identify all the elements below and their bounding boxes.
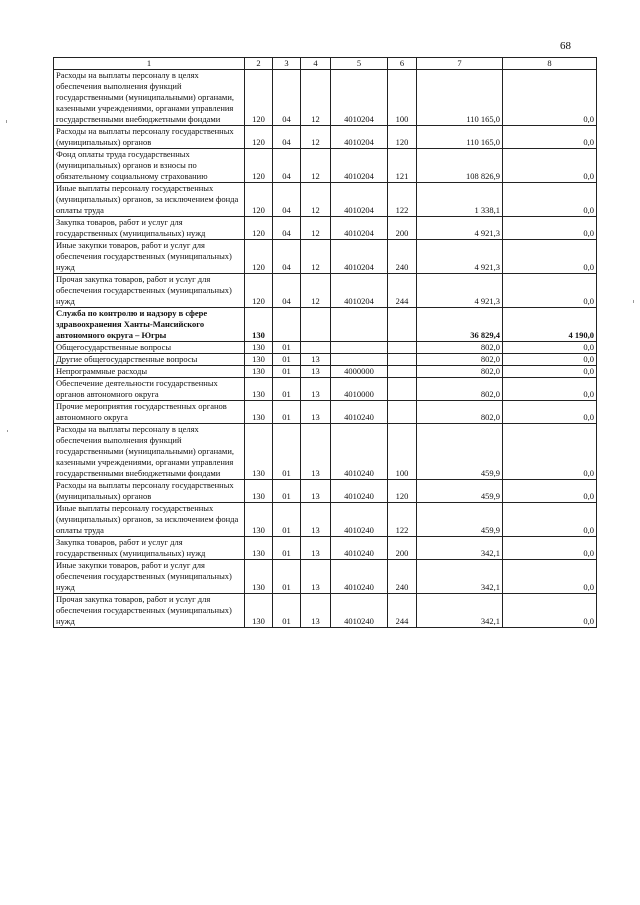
cell-ministry-code: 130 bbox=[245, 503, 273, 537]
cell-amount: 108 826,9 bbox=[417, 149, 503, 183]
cell-target-article: 4010204 bbox=[331, 183, 388, 217]
cell-amount: 4 921,3 bbox=[417, 240, 503, 274]
cell-target-article: 4010240 bbox=[331, 401, 388, 424]
cell-name: Расходы на выплаты персоналу государственных (муниципальных) органов bbox=[54, 126, 245, 149]
cell-ministry-code: 130 bbox=[245, 594, 273, 628]
cell-target-article: 4010240 bbox=[331, 424, 388, 480]
table-row bbox=[54, 308, 597, 342]
cell-subsection: 13 bbox=[301, 594, 331, 628]
cell-ministry-code: 120 bbox=[245, 149, 273, 183]
cell-target-article bbox=[331, 308, 388, 342]
cell-name: Иные выплаты персоналу государственных (муниципальных) органов, за исключением фонда оплаты труда bbox=[54, 503, 245, 537]
page-number: 68 bbox=[560, 40, 571, 52]
cell-expense-type: 244 bbox=[388, 594, 417, 628]
cell-target-article bbox=[331, 342, 388, 354]
cell-expense-type: 100 bbox=[388, 70, 417, 126]
cell-subsection bbox=[301, 342, 331, 354]
cell-subsection: 13 bbox=[301, 378, 331, 401]
cell-expense-type: 200 bbox=[388, 537, 417, 560]
cell-target-article bbox=[331, 354, 388, 366]
cell-subsection bbox=[301, 308, 331, 342]
cell-name: Иные закупки товаров, работ и услуг для обеспечения государственных (муниципальных) нужд bbox=[54, 240, 245, 274]
column-header: 7 bbox=[417, 58, 503, 70]
cell-section: 01 bbox=[273, 503, 301, 537]
column-header: 2 bbox=[245, 58, 273, 70]
cell-amount-subvention: 0,0 bbox=[503, 217, 597, 240]
cell-amount-subvention: 0,0 bbox=[503, 240, 597, 274]
cell-amount: 459,9 bbox=[417, 424, 503, 480]
cell-name: Прочая закупка товаров, работ и услуг для обеспечения государственных (муниципальных) нужд bbox=[54, 594, 245, 628]
cell-subsection: 13 bbox=[301, 424, 331, 480]
cell-section: 01 bbox=[273, 424, 301, 480]
cell-subsection: 13 bbox=[301, 354, 331, 366]
cell-name: Расходы на выплаты персоналу в целях обеспечения выполнения функций государственными (муниципальными) органами, казенными учреждениями, органами управления государственными внебюджетными фондами bbox=[54, 424, 245, 480]
cell-target-article: 4010240 bbox=[331, 503, 388, 537]
cell-amount: 36 829,4 bbox=[417, 308, 503, 342]
table-row bbox=[54, 537, 597, 560]
cell-name: Служба по контролю и надзору в сфере здравоохранения Ханты-Мансийского автономного округа – Югры bbox=[54, 308, 245, 342]
cell-name: Иные закупки товаров, работ и услуг для обеспечения государственных (муниципальных) нужд bbox=[54, 560, 245, 594]
cell-amount-subvention: 0,0 bbox=[503, 70, 597, 126]
column-header: 4 bbox=[301, 58, 331, 70]
cell-amount: 110 165,0 bbox=[417, 70, 503, 126]
cell-amount-subvention: 0,0 bbox=[503, 401, 597, 424]
cell-subsection: 12 bbox=[301, 240, 331, 274]
cell-target-article: 4010204 bbox=[331, 126, 388, 149]
cell-section: 01 bbox=[273, 560, 301, 594]
cell-subsection: 13 bbox=[301, 401, 331, 424]
cell-ministry-code: 120 bbox=[245, 217, 273, 240]
cell-target-article: 4010240 bbox=[331, 480, 388, 503]
cell-subsection: 13 bbox=[301, 537, 331, 560]
cell-subsection: 13 bbox=[301, 366, 331, 378]
cell-ministry-code: 130 bbox=[245, 342, 273, 354]
cell-amount-subvention: 0,0 bbox=[503, 537, 597, 560]
cell-amount-subvention: 0,0 bbox=[503, 560, 597, 594]
cell-section: 01 bbox=[273, 401, 301, 424]
cell-target-article: 4010204 bbox=[331, 70, 388, 126]
cell-section: 04 bbox=[273, 274, 301, 308]
cell-name: Закупка товаров, работ и услуг для государственных (муниципальных) нужд bbox=[54, 537, 245, 560]
cell-subsection: 12 bbox=[301, 70, 331, 126]
cell-subsection: 13 bbox=[301, 560, 331, 594]
cell-section: 04 bbox=[273, 183, 301, 217]
cell-ministry-code: 130 bbox=[245, 308, 273, 342]
table-row bbox=[54, 354, 597, 366]
cell-section: 04 bbox=[273, 149, 301, 183]
cell-amount: 110 165,0 bbox=[417, 126, 503, 149]
cell-section: 01 bbox=[273, 342, 301, 354]
cell-target-article: 4010240 bbox=[331, 594, 388, 628]
cell-ministry-code: 130 bbox=[245, 366, 273, 378]
table-row bbox=[54, 480, 597, 503]
cell-name: Расходы на выплаты персоналу в целях обеспечения выполнения функций государственными (муниципальными) органами, казенными учреждениями, органами управления государственными внебюджетными фондами bbox=[54, 70, 245, 126]
table-row bbox=[54, 70, 597, 126]
cell-target-article: 4010204 bbox=[331, 274, 388, 308]
cell-subsection: 12 bbox=[301, 183, 331, 217]
cell-ministry-code: 130 bbox=[245, 378, 273, 401]
cell-amount: 4 921,3 bbox=[417, 274, 503, 308]
cell-section: 04 bbox=[273, 126, 301, 149]
cell-section: 01 bbox=[273, 594, 301, 628]
cell-amount: 802,0 bbox=[417, 342, 503, 354]
cell-section: 01 bbox=[273, 354, 301, 366]
cell-name: Другие общегосударственные вопросы bbox=[54, 354, 245, 366]
cell-name: Общегосударственные вопросы bbox=[54, 342, 245, 354]
cell-ministry-code: 120 bbox=[245, 240, 273, 274]
cell-amount: 802,0 bbox=[417, 378, 503, 401]
table-header-row bbox=[54, 58, 597, 70]
table-row bbox=[54, 424, 597, 480]
cell-subsection: 13 bbox=[301, 503, 331, 537]
cell-amount: 802,0 bbox=[417, 366, 503, 378]
cell-target-article: 4010204 bbox=[331, 240, 388, 274]
column-header: 1 bbox=[54, 58, 245, 70]
cell-subsection: 12 bbox=[301, 217, 331, 240]
cell-target-article: 4010204 bbox=[331, 217, 388, 240]
cell-amount-subvention: 0,0 bbox=[503, 354, 597, 366]
cell-amount: 802,0 bbox=[417, 354, 503, 366]
column-header: 8 bbox=[503, 58, 597, 70]
cell-subsection: 12 bbox=[301, 126, 331, 149]
cell-amount-subvention: 4 190,0 bbox=[503, 308, 597, 342]
cell-expense-type bbox=[388, 342, 417, 354]
cell-name: Закупка товаров, работ и услуг для государственных (муниципальных) нужд bbox=[54, 217, 245, 240]
cell-ministry-code: 130 bbox=[245, 401, 273, 424]
cell-expense-type bbox=[388, 308, 417, 342]
table-row bbox=[54, 401, 597, 424]
cell-target-article: 4010240 bbox=[331, 560, 388, 594]
table-row bbox=[54, 149, 597, 183]
cell-expense-type: 120 bbox=[388, 126, 417, 149]
cell-ministry-code: 120 bbox=[245, 126, 273, 149]
cell-section: 04 bbox=[273, 70, 301, 126]
cell-section: 01 bbox=[273, 366, 301, 378]
cell-expense-type bbox=[388, 366, 417, 378]
table-row bbox=[54, 183, 597, 217]
cell-amount-subvention: 0,0 bbox=[503, 149, 597, 183]
table-row bbox=[54, 342, 597, 354]
table-row bbox=[54, 503, 597, 537]
cell-amount-subvention: 0,0 bbox=[503, 378, 597, 401]
table-row bbox=[54, 126, 597, 149]
column-header: 5 bbox=[331, 58, 388, 70]
cell-subsection: 12 bbox=[301, 274, 331, 308]
scan-speck bbox=[6, 120, 7, 123]
table-row bbox=[54, 274, 597, 308]
column-header: 6 bbox=[388, 58, 417, 70]
cell-amount: 342,1 bbox=[417, 537, 503, 560]
table-row bbox=[54, 560, 597, 594]
cell-section: 04 bbox=[273, 240, 301, 274]
cell-expense-type bbox=[388, 401, 417, 424]
cell-amount: 459,9 bbox=[417, 503, 503, 537]
cell-ministry-code: 130 bbox=[245, 424, 273, 480]
cell-ministry-code: 120 bbox=[245, 183, 273, 217]
cell-target-article: 4000000 bbox=[331, 366, 388, 378]
cell-amount-subvention: 0,0 bbox=[503, 366, 597, 378]
table-row bbox=[54, 240, 597, 274]
cell-ministry-code: 130 bbox=[245, 560, 273, 594]
cell-expense-type bbox=[388, 378, 417, 401]
cell-ministry-code: 130 bbox=[245, 354, 273, 366]
cell-name: Прочие мероприятия государственных органов автономного округа bbox=[54, 401, 245, 424]
cell-expense-type: 100 bbox=[388, 424, 417, 480]
cell-ministry-code: 130 bbox=[245, 537, 273, 560]
table-row bbox=[54, 594, 597, 628]
cell-name: Расходы на выплаты персоналу государственных (муниципальных) органов bbox=[54, 480, 245, 503]
cell-name: Иные выплаты персоналу государственных (муниципальных) органов, за исключением фонда оплаты труда bbox=[54, 183, 245, 217]
cell-name: Обеспечение деятельности государственных органов автономного округа bbox=[54, 378, 245, 401]
cell-amount-subvention: 0,0 bbox=[503, 183, 597, 217]
cell-target-article: 4010000 bbox=[331, 378, 388, 401]
table-row bbox=[54, 366, 597, 378]
cell-subsection: 12 bbox=[301, 149, 331, 183]
cell-name: Непрограммные расходы bbox=[54, 366, 245, 378]
budget-table bbox=[53, 57, 597, 628]
cell-amount: 342,1 bbox=[417, 594, 503, 628]
cell-expense-type: 122 bbox=[388, 183, 417, 217]
cell-target-article: 4010240 bbox=[331, 537, 388, 560]
cell-name: Фонд оплаты труда государственных (муниципальных) органов и взносы по обязательному социальному страхованию bbox=[54, 149, 245, 183]
cell-amount: 459,9 bbox=[417, 480, 503, 503]
cell-amount: 1 338,1 bbox=[417, 183, 503, 217]
cell-target-article: 4010204 bbox=[331, 149, 388, 183]
cell-expense-type: 120 bbox=[388, 480, 417, 503]
cell-amount-subvention: 0,0 bbox=[503, 342, 597, 354]
cell-ministry-code: 120 bbox=[245, 70, 273, 126]
cell-amount-subvention: 0,0 bbox=[503, 126, 597, 149]
cell-expense-type: 200 bbox=[388, 217, 417, 240]
cell-expense-type bbox=[388, 354, 417, 366]
cell-section: 01 bbox=[273, 378, 301, 401]
cell-subsection: 13 bbox=[301, 480, 331, 503]
cell-name: Прочая закупка товаров, работ и услуг для обеспечения государственных (муниципальных) нужд bbox=[54, 274, 245, 308]
table-row bbox=[54, 378, 597, 401]
cell-amount: 342,1 bbox=[417, 560, 503, 594]
cell-amount: 802,0 bbox=[417, 401, 503, 424]
cell-section: 04 bbox=[273, 217, 301, 240]
cell-ministry-code: 130 bbox=[245, 480, 273, 503]
cell-expense-type: 122 bbox=[388, 503, 417, 537]
cell-amount-subvention: 0,0 bbox=[503, 594, 597, 628]
cell-amount-subvention: 0,0 bbox=[503, 503, 597, 537]
cell-ministry-code: 120 bbox=[245, 274, 273, 308]
cell-expense-type: 240 bbox=[388, 240, 417, 274]
cell-amount-subvention: 0,0 bbox=[503, 274, 597, 308]
cell-section bbox=[273, 308, 301, 342]
cell-amount-subvention: 0,0 bbox=[503, 424, 597, 480]
column-header: 3 bbox=[273, 58, 301, 70]
cell-expense-type: 240 bbox=[388, 560, 417, 594]
cell-expense-type: 121 bbox=[388, 149, 417, 183]
cell-section: 01 bbox=[273, 537, 301, 560]
scan-speck bbox=[7, 430, 8, 432]
cell-amount-subvention: 0,0 bbox=[503, 480, 597, 503]
cell-amount: 4 921,3 bbox=[417, 217, 503, 240]
table-row bbox=[54, 217, 597, 240]
scan-speck bbox=[633, 300, 634, 303]
cell-expense-type: 244 bbox=[388, 274, 417, 308]
cell-section: 01 bbox=[273, 480, 301, 503]
